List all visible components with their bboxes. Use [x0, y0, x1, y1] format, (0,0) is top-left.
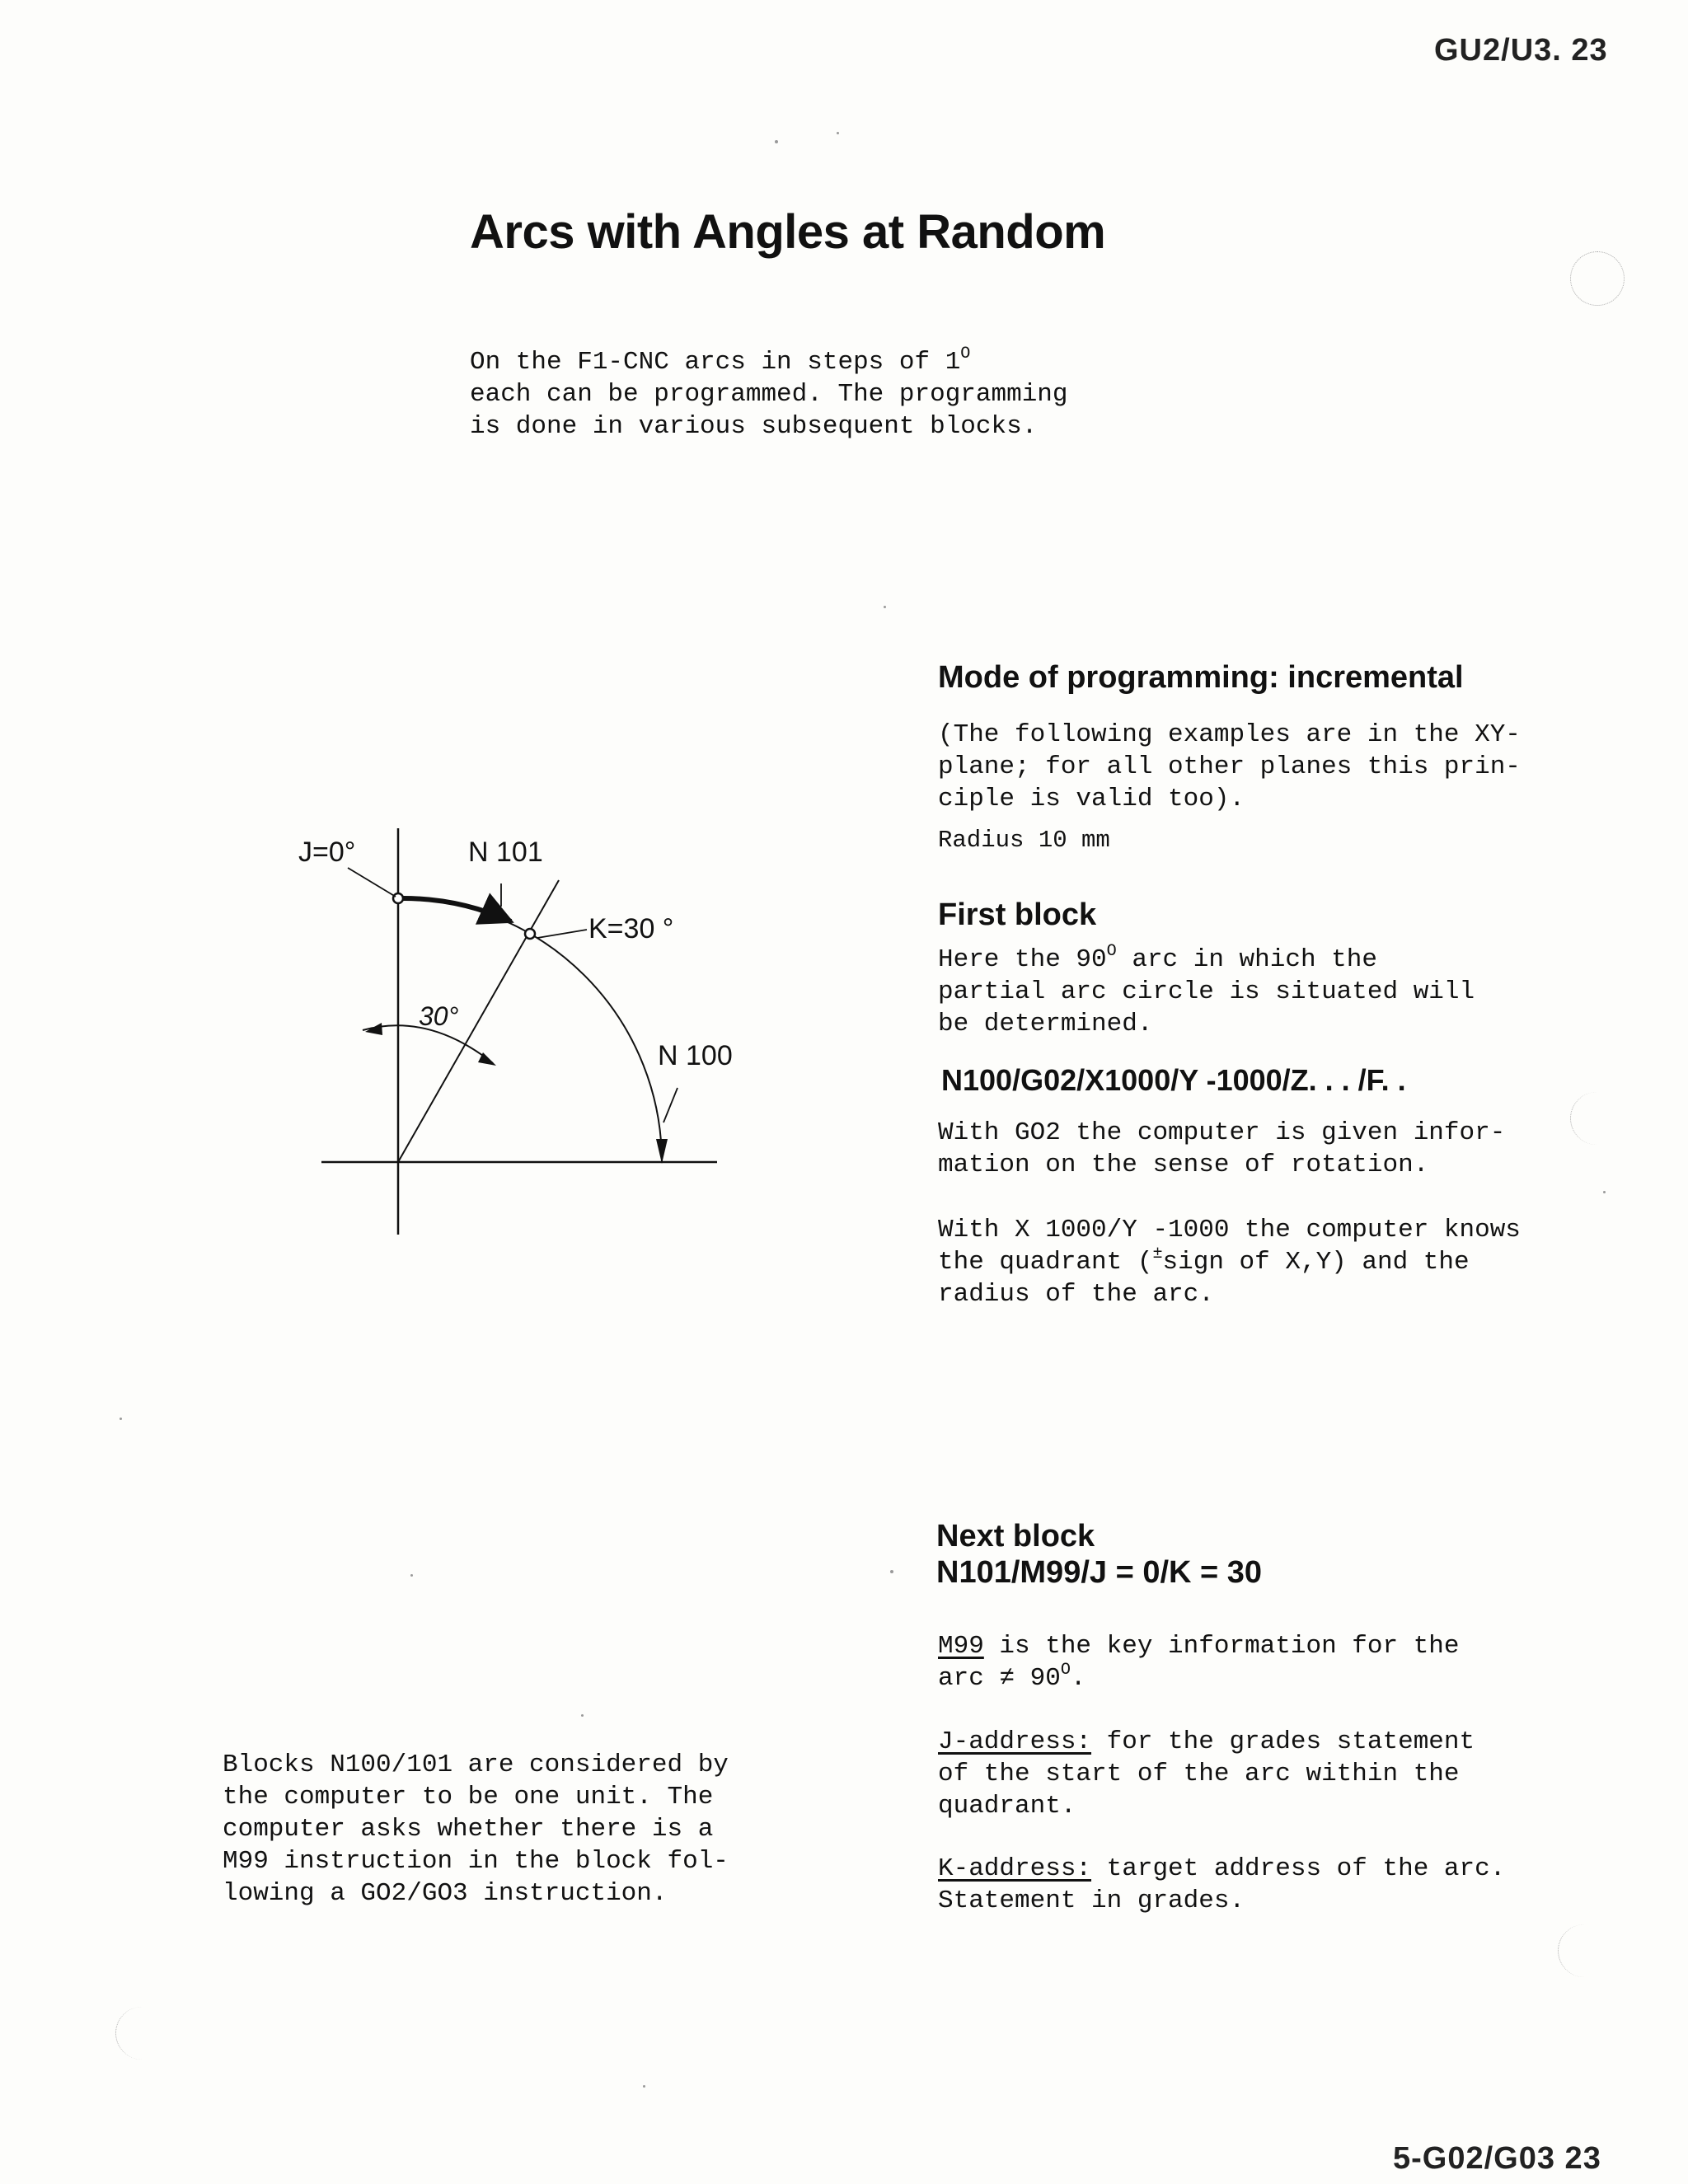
blocks-note-line: the computer to be one unit. The: [223, 1783, 714, 1811]
arc-target-point: [525, 929, 535, 939]
scan-speck: [410, 1574, 413, 1577]
hole-punch-mark: [1558, 1924, 1611, 1977]
m99-paragraph: [938, 1630, 1460, 1694]
label-k: K=30 °: [588, 913, 674, 944]
k-address-line-1: K-address: target address of the arc.: [938, 1854, 1506, 1883]
arc-end-arrow-icon: [656, 1139, 668, 1164]
mode-line: (The following examples are in the XY-: [938, 720, 1521, 749]
arc-start-point: [393, 893, 403, 903]
j-address-paragraph: [938, 1726, 1475, 1822]
page-footer-code: 5-G02/G03 23: [1393, 2141, 1601, 2176]
scan-speck: [890, 1570, 893, 1573]
blocks-note-line: M99 instruction in the block fol-: [223, 1847, 729, 1876]
k-address-term: K-address:: [938, 1854, 1092, 1883]
g02-line: With GO2 the computer is given infor-: [938, 1118, 1506, 1147]
scan-speck: [775, 140, 778, 143]
leader-n100: [663, 1088, 678, 1122]
blocks-note-line: computer asks whether there is a: [223, 1815, 714, 1844]
arc-n101: [401, 898, 511, 921]
next-block-heading: Next block: [936, 1519, 1095, 1554]
k-address-line-2: Statement in grades.: [938, 1886, 1245, 1915]
scan-speck: [1603, 1191, 1606, 1193]
first-block-heading: First block: [938, 898, 1097, 932]
first-block-line-1: Here the $90^O$ arc in which the: [938, 941, 1377, 974]
label-j: J=0°: [298, 837, 356, 868]
intro-line-2: each can be programmed. The programming: [470, 380, 1068, 409]
mode-line: plane; for all other planes this prin-: [938, 752, 1521, 781]
scan-speck: [120, 1418, 122, 1420]
j-address-line-1: J-address: for the grades statement: [938, 1727, 1475, 1756]
j-address-term: J-address:: [938, 1727, 1092, 1756]
label-n100: N 100: [658, 1040, 733, 1071]
g02-line: mation on the sense of rotation.: [938, 1151, 1429, 1179]
intro-line-1: On the F1-CNC arcs in steps of $1^O$: [470, 344, 971, 377]
j-address-line-2: of the start of the arc within the: [938, 1760, 1460, 1788]
scan-speck: [884, 606, 886, 608]
radius-note: Radius 10 mm: [938, 827, 1110, 854]
hole-punch-mark: [1570, 251, 1625, 306]
mode-line: ciple is valid too).: [938, 785, 1245, 813]
g02-paragraph: [938, 1117, 1505, 1181]
blocks-note-line: Blocks N100/101 are considered by: [223, 1750, 729, 1779]
mode-heading: Mode of programming: incremental: [938, 660, 1464, 695]
x1000-paragraph: [938, 1214, 1521, 1310]
blocks-note-paragraph: [223, 1749, 729, 1910]
first-block-code: N100/G02/X1000/Y -1000/Z. . . /F. .: [941, 1063, 1406, 1097]
m99-line-1: M99 is the key information for the: [938, 1632, 1460, 1661]
page-title: Arcs with Angles at Random: [470, 205, 1106, 259]
leader-k: [537, 930, 587, 938]
k-address-paragraph: [938, 1853, 1505, 1917]
next-block-code: N101/M99/J = 0/K = 30: [936, 1555, 1263, 1590]
first-block-line-3: be determined.: [938, 1010, 1153, 1038]
scan-speck: [643, 2085, 645, 2088]
m99-term: M99: [938, 1632, 984, 1661]
hole-punch-mark: [115, 2007, 169, 2060]
j-address-line-3: quadrant.: [938, 1792, 1076, 1821]
scan-speck: [581, 1714, 584, 1717]
first-block-line-2: partial arc circle is situated will: [938, 977, 1475, 1006]
scan-speck: [837, 132, 839, 134]
hole-punch-mark: [1570, 1092, 1624, 1145]
m99-line-2: arc ≠ $90^O$.: [938, 1660, 1086, 1693]
first-block-paragraph: [938, 941, 1475, 1040]
blocks-note-line: lowing a GO2/GO3 instruction.: [223, 1879, 668, 1908]
next-block-heading-group: [936, 1518, 1262, 1591]
leader-j: [348, 868, 396, 897]
arc-diagram: [280, 816, 742, 1244]
label-angle: 30°: [419, 1001, 459, 1031]
label-n101: N 101: [468, 837, 543, 868]
x1000-line-1: With X 1000/Y -1000 the computer knows: [938, 1216, 1521, 1244]
mode-paragraph: [938, 719, 1521, 815]
intro-paragraph: [470, 346, 1146, 443]
intro-line-3: is done in various subsequent blocks.: [470, 412, 1038, 441]
x1000-line-3: radius of the arc.: [938, 1280, 1214, 1309]
x1000-line-2: the quadrant (±sign of X,Y) and the: [938, 1244, 1470, 1277]
page-header-code: GU2/U3. 23: [1434, 33, 1608, 68]
